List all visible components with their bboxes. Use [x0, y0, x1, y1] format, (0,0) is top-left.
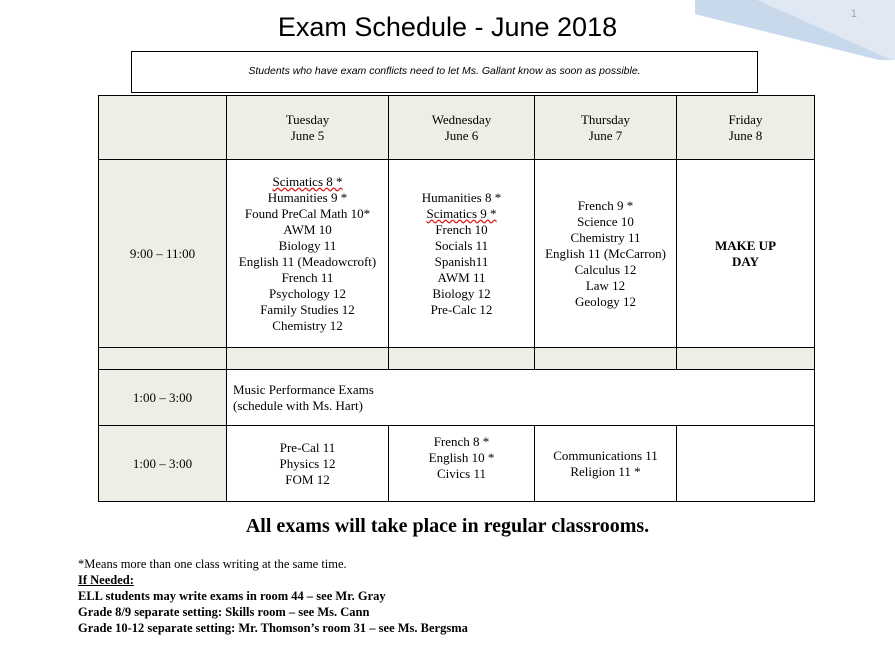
exam-item: Chemistry 11: [570, 229, 641, 245]
exam-item: AWM 11: [437, 269, 486, 285]
exam-item: English 11 (Meadowcroft): [238, 253, 377, 269]
header-row: [99, 96, 815, 160]
header-tuesday: Tuesday June 5: [227, 96, 389, 160]
if-needed-heading: If Needed:: [78, 573, 134, 587]
afternoon-thursday-cell: [535, 426, 677, 502]
exam-item: Civics 11: [437, 466, 486, 481]
exam-item: Biology 12: [432, 285, 491, 301]
exam-item: Humanities 9 *: [267, 189, 348, 205]
exam-item: Religion 11 *: [570, 463, 641, 479]
exam-item: FOM 12: [285, 471, 330, 487]
morning-time: 9:00 – 11:00: [99, 160, 227, 348]
exam-item: Pre-Calc 12: [430, 301, 493, 317]
music-row: [99, 370, 815, 426]
morning-wednesday-cell: [389, 160, 535, 348]
exam-item: English 11 (McCarron): [545, 245, 666, 261]
header-wednesday: Wednesday June 6: [389, 96, 535, 160]
morning-row: [99, 160, 815, 348]
ell-note: ELL students may write exams in room 44 – see Mr. Gray: [78, 589, 386, 603]
footnotes: [78, 556, 468, 636]
exam-item: Socials 11: [434, 237, 489, 253]
exam-item: Biology 11: [278, 237, 337, 253]
exam-item: Psychology 12: [269, 285, 346, 301]
header-thursday: Thursday June 7: [535, 96, 677, 160]
afternoon-tuesday-cell: [227, 426, 389, 502]
grade-8-9-note: Grade 8/9 separate setting: Skills room – see Ms. Cann: [78, 605, 370, 619]
exam-item: Pre-Cal 11: [279, 439, 336, 455]
grade-10-12-note: Grade 10-12 separate setting: Mr. Thomson’s room 31 – see Ms. Bergsma: [78, 621, 468, 635]
exam-item: Scimatics 9 *: [426, 205, 497, 221]
morning-thursday-cell: [535, 160, 677, 348]
corner-cell: [99, 96, 227, 160]
exam-item: French 8 *: [433, 434, 490, 449]
exam-item: AWM 10: [283, 221, 332, 237]
exam-item: Found PreCal Math 10*: [244, 205, 371, 221]
conflict-notice: Students who have exam conflicts need to let Ms. Gallant know as soon as possible.: [131, 51, 758, 93]
music-performance-cell: Music Performance Exams (schedule with Ms. Hart): [227, 370, 815, 426]
music-time: 1:00 – 3:00: [99, 370, 227, 426]
exam-item: Humanities 8 *: [421, 189, 502, 205]
morning-tuesday-cell: [227, 160, 389, 348]
header-friday: Friday June 8: [677, 96, 815, 160]
exam-item: Chemistry 12: [272, 317, 343, 333]
exam-item: Communications 11: [553, 447, 658, 463]
afternoon-friday-cell: [677, 426, 815, 502]
exam-item: Science 10: [577, 213, 634, 229]
exam-item: French 9 *: [577, 197, 634, 213]
afternoon-wednesday-cell: [389, 426, 535, 502]
exam-item: French 10: [435, 221, 488, 237]
exam-schedule-table: [98, 95, 815, 502]
page-number: 1: [850, 8, 857, 20]
exam-item: French 11: [281, 269, 334, 285]
asterisk-note: *Means more than one class writing at the same time.: [78, 557, 347, 571]
exam-item: Family Studies 12: [260, 301, 355, 317]
exam-item: Physics 12: [279, 455, 336, 471]
classroom-notice: All exams will take place in regular classrooms.: [245, 515, 650, 537]
exam-item: Law 12: [585, 277, 626, 293]
afternoon-row: [99, 426, 815, 502]
exam-item: Calculus 12: [574, 261, 637, 277]
exam-item: Spanish11: [434, 253, 489, 269]
exam-item: Scimatics 8 *: [272, 173, 343, 189]
page-title: Exam Schedule - June 2018: [277, 12, 618, 42]
afternoon-time: 1:00 – 3:00: [99, 426, 227, 502]
exam-item: Geology 12: [574, 293, 637, 309]
exam-item: English 10 *: [428, 450, 495, 465]
make-up-day-cell: MAKE UP DAY: [677, 160, 815, 348]
spacer-row: [99, 348, 815, 370]
